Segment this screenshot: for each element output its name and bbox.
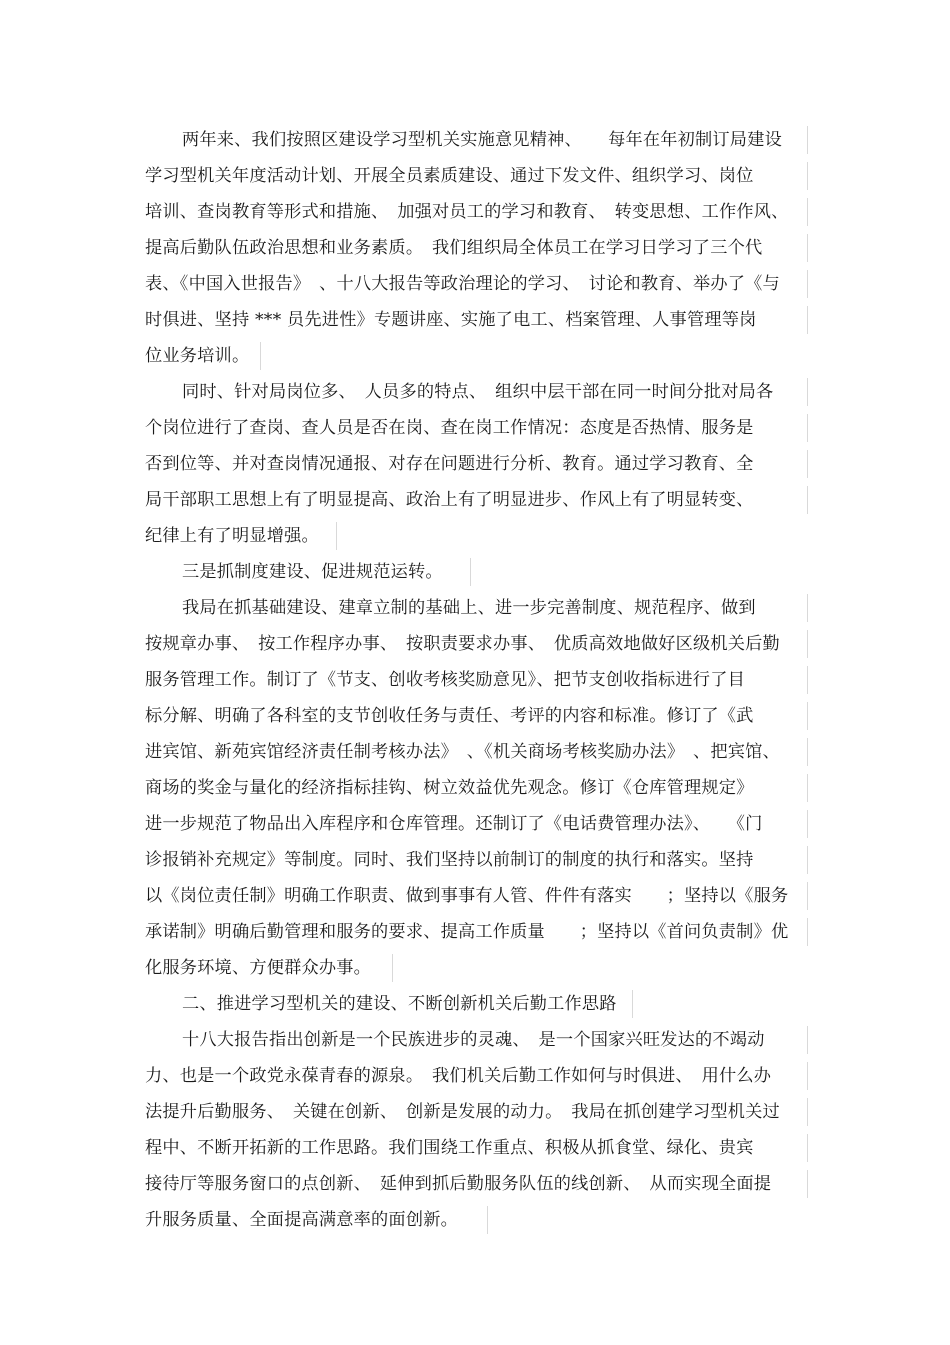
text-line (145, 1058, 806, 1094)
line-text: 同时、针对局岗位多、 人员多的特点、 组织中层干部在同一时间分批对局各 (182, 382, 774, 402)
line-text: 进一步规范了物品出入库程序和仓库管理。还制订了《电话费管理办法》、 《门 (145, 814, 763, 834)
line-text: 三是抓制度建设、促进规范运转。 (182, 562, 443, 582)
line-text: 接待厅等服务窗口的点创新、 延伸到抓后勤服务队伍的线创新、 从而实现全面提 (145, 1174, 772, 1194)
line-text: 法提升后勤服务、 关键在创新、 创新是发展的动力。 我局在抓创建学习型机关过 (145, 1102, 780, 1122)
text-line (182, 1022, 806, 1058)
text-line (145, 410, 806, 446)
line-text: 局干部职工思想上有了明显提高、政治上有了明显进步、作风上有了明显转变、 (145, 490, 754, 510)
line-text: 商场的奖金与量化的经济指标挂钩、树立效益优先观念。修订《仓库管理规定》 (145, 778, 754, 798)
line-text: 以《岗位责任制》明确工作职责、做到事事有人管、件件有落实 ；坚持以《服务 (145, 886, 789, 906)
text-line (145, 194, 806, 230)
line-text: 承诺制》明确后勤管理和服务的要求、提高工作质量 ；坚持以《首问负责制》优 (145, 922, 789, 942)
text-line (182, 122, 806, 158)
line-text: 个岗位进行了查岗、查人员是否在岗、查在岗工作情况：态度是否热情、服务是 (145, 418, 754, 438)
text-line (145, 374, 806, 410)
line-text: 我局在抓基础建设、建章立制的基础上、进一步完善制度、规范程序、做到 (182, 598, 756, 618)
text-line (182, 590, 806, 626)
text-line (145, 230, 806, 266)
text-line (145, 1202, 486, 1238)
line-text: 力、也是一个政党永葆青春的源泉。 我们机关后勤工作如何与时俱进、 用什么办 (145, 1066, 772, 1086)
line-text: 标分解、明确了各科室的支节创收任务与责任、考评的内容和标准。修订了《武 (145, 706, 754, 726)
line-text: 学习型机关年度活动计划、开展全员素质建设、通过下发文件、组织学习、岗位 (145, 166, 754, 186)
line-text: 进宾馆、新苑宾馆经济责任制考核办法》 、《机关商场考核奖励办法》 、把宾馆、 (145, 742, 780, 762)
text-line (145, 770, 806, 806)
line-text: 程中、不断开拓新的工作思路。我们围绕工作重点、积极从抓食堂、绿化、贵宾 (145, 1138, 754, 1158)
line-text: 否到位等、并对查岗情况通报、对存在问题进行分析、教育。通过学习教育、全 (145, 454, 754, 474)
text-line (145, 662, 806, 698)
line-text: 位业务培训。 (145, 346, 250, 366)
text-line (145, 446, 806, 482)
text-line (145, 482, 806, 518)
text-line (182, 986, 631, 1022)
text-line (145, 1130, 806, 1166)
line-text: 化服务环境、方便群众办事。 (145, 958, 372, 978)
text-line (145, 806, 806, 842)
line-text: 二、推进学习型机关的建设、不断创新机关后勤工作思路 (182, 994, 617, 1014)
text-line (145, 626, 806, 662)
text-line (145, 302, 806, 338)
text-line (145, 518, 335, 554)
text-line (145, 878, 806, 914)
text-line (145, 842, 806, 878)
line-text: 表、《中国入世报告》 、十八大报告等政治理论的学习、 讨论和教育、举办了《与 (145, 274, 780, 294)
text-line (145, 266, 806, 302)
line-text: 提高后勤队伍政治思想和业务素质。 我们组织局全体员工在学习日学习了三个代 (145, 238, 763, 258)
line-text: 按规章办事、 按工作程序办事、 按职责要求办事、 优质高效地做好区级机关后勤 (145, 634, 780, 654)
text-line (182, 554, 469, 590)
text-line (145, 158, 806, 194)
line-text: 时俱进、坚持 *** 员先进性》专题讲座、实施了电工、档案管理、人事管理等岗 (145, 310, 757, 330)
text-line (145, 1094, 806, 1130)
text-line (145, 950, 391, 986)
text-line (145, 914, 806, 950)
text-line (145, 1166, 806, 1202)
line-text: 服务管理工作。制订了《节支、创收考核奖励意见》、把节支创收指标进行了目 (145, 670, 745, 690)
line-text: 诊报销补充规定》等制度。同时、我们坚持以前制订的制度的执行和落实。坚持 (145, 850, 754, 870)
line-text: 升服务质量、全面提高满意率的面创新。 (145, 1210, 458, 1230)
line-text: 十八大报告指出创新是一个民族进步的灵魂、 是一个国家兴旺发达的不竭动 (182, 1030, 765, 1050)
text-line (145, 698, 806, 734)
line-text: 培训、查岗教育等形式和措施、 加强对员工的学习和教育、 转变思想、工作作风、 (145, 202, 789, 222)
text-line (145, 734, 806, 770)
text-line (145, 338, 259, 374)
line-text: 两年来、我们按照区建设学习型机关实施意见精神、 每年在年初制订局建设 (182, 130, 782, 150)
line-text: 纪律上有了明显增强。 (145, 526, 319, 546)
